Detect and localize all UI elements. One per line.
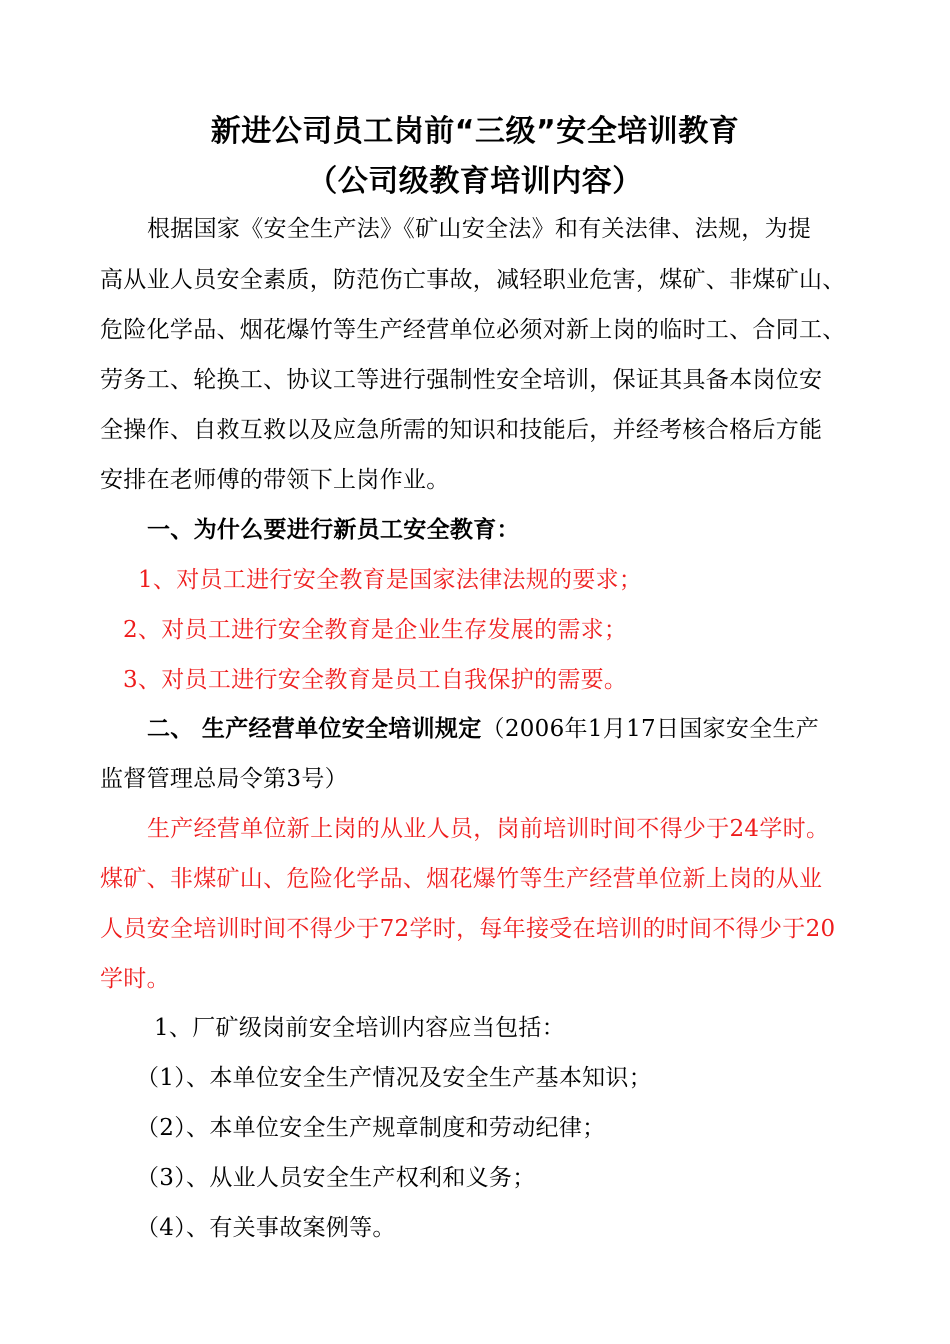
- section2-red-line: 人员安全培训时间不得少于72学时，每年接受在培训的时间不得少于20: [100, 916, 836, 942]
- intro-line: 高从业人员安全素质，防范伤亡事故，减轻职业危害，煤矿、非煤矿山、: [100, 267, 846, 293]
- section2-red-line: 煤矿、非煤矿山、危险化学品、烟花爆竹等生产经营单位新上岗的从业: [100, 866, 823, 892]
- intro-line: 危险化学品、烟花爆竹等生产经营单位必须对新上岗的临时工、合同工、: [100, 317, 846, 343]
- doc-title: 新进公司员工岗前“三级”安全培训教育: [210, 114, 740, 149]
- section2-heading-bold: 二、 生产经营单位安全培训规定: [147, 716, 482, 742]
- intro-line: 安排在老师傅的带领下上岗作业。: [100, 467, 450, 493]
- intro-line: 根据国家《安全生产法》《矿山安全法》和有关法律、法规，为提: [147, 216, 812, 242]
- sub1-item: （3）、从业人员安全生产权利和义务；: [136, 1165, 536, 1191]
- section2-red-line: 学时。: [100, 966, 170, 992]
- sub1-item: （4）、有关事故案例等。: [136, 1215, 396, 1241]
- intro-line: 全操作、自救互救以及应急所需的知识和技能后，并经考核合格后方能: [100, 417, 823, 443]
- section2-heading: [100, 711, 927, 747]
- sub1-item: （1）、本单位安全生产情况及安全生产基本知识；: [136, 1065, 653, 1091]
- doc-subtitle: （公司级教育培训内容）: [307, 164, 643, 199]
- section1-item: 1、对员工进行安全教育是国家法律法规的要求；: [138, 567, 643, 593]
- section1-item: 3、对员工进行安全教育是员工自我保护的需要。: [123, 667, 628, 693]
- intro-line: 劳务工、轮换工、协议工等进行强制性安全培训，保证其具备本岗位安: [100, 367, 823, 393]
- sub1-heading: 1、厂矿级岗前安全培训内容应当包括：: [154, 1015, 566, 1041]
- section1-item: 2、对员工进行安全教育是企业生存发展的需求；: [123, 617, 628, 643]
- section1-heading: 一、为什么要进行新员工安全教育：: [147, 517, 520, 543]
- section2-red-line: 生产经营单位新上岗的从业人员，岗前培训时间不得少于24学时。: [147, 816, 830, 842]
- section2-heading-note: （2006年1月17日国家安全生产: [481, 716, 820, 742]
- section2-heading-line2: 监督管理总局令第3号）: [100, 766, 348, 792]
- sub1-item: （2）、本单位安全生产规章制度和劳动纪律；: [136, 1115, 606, 1141]
